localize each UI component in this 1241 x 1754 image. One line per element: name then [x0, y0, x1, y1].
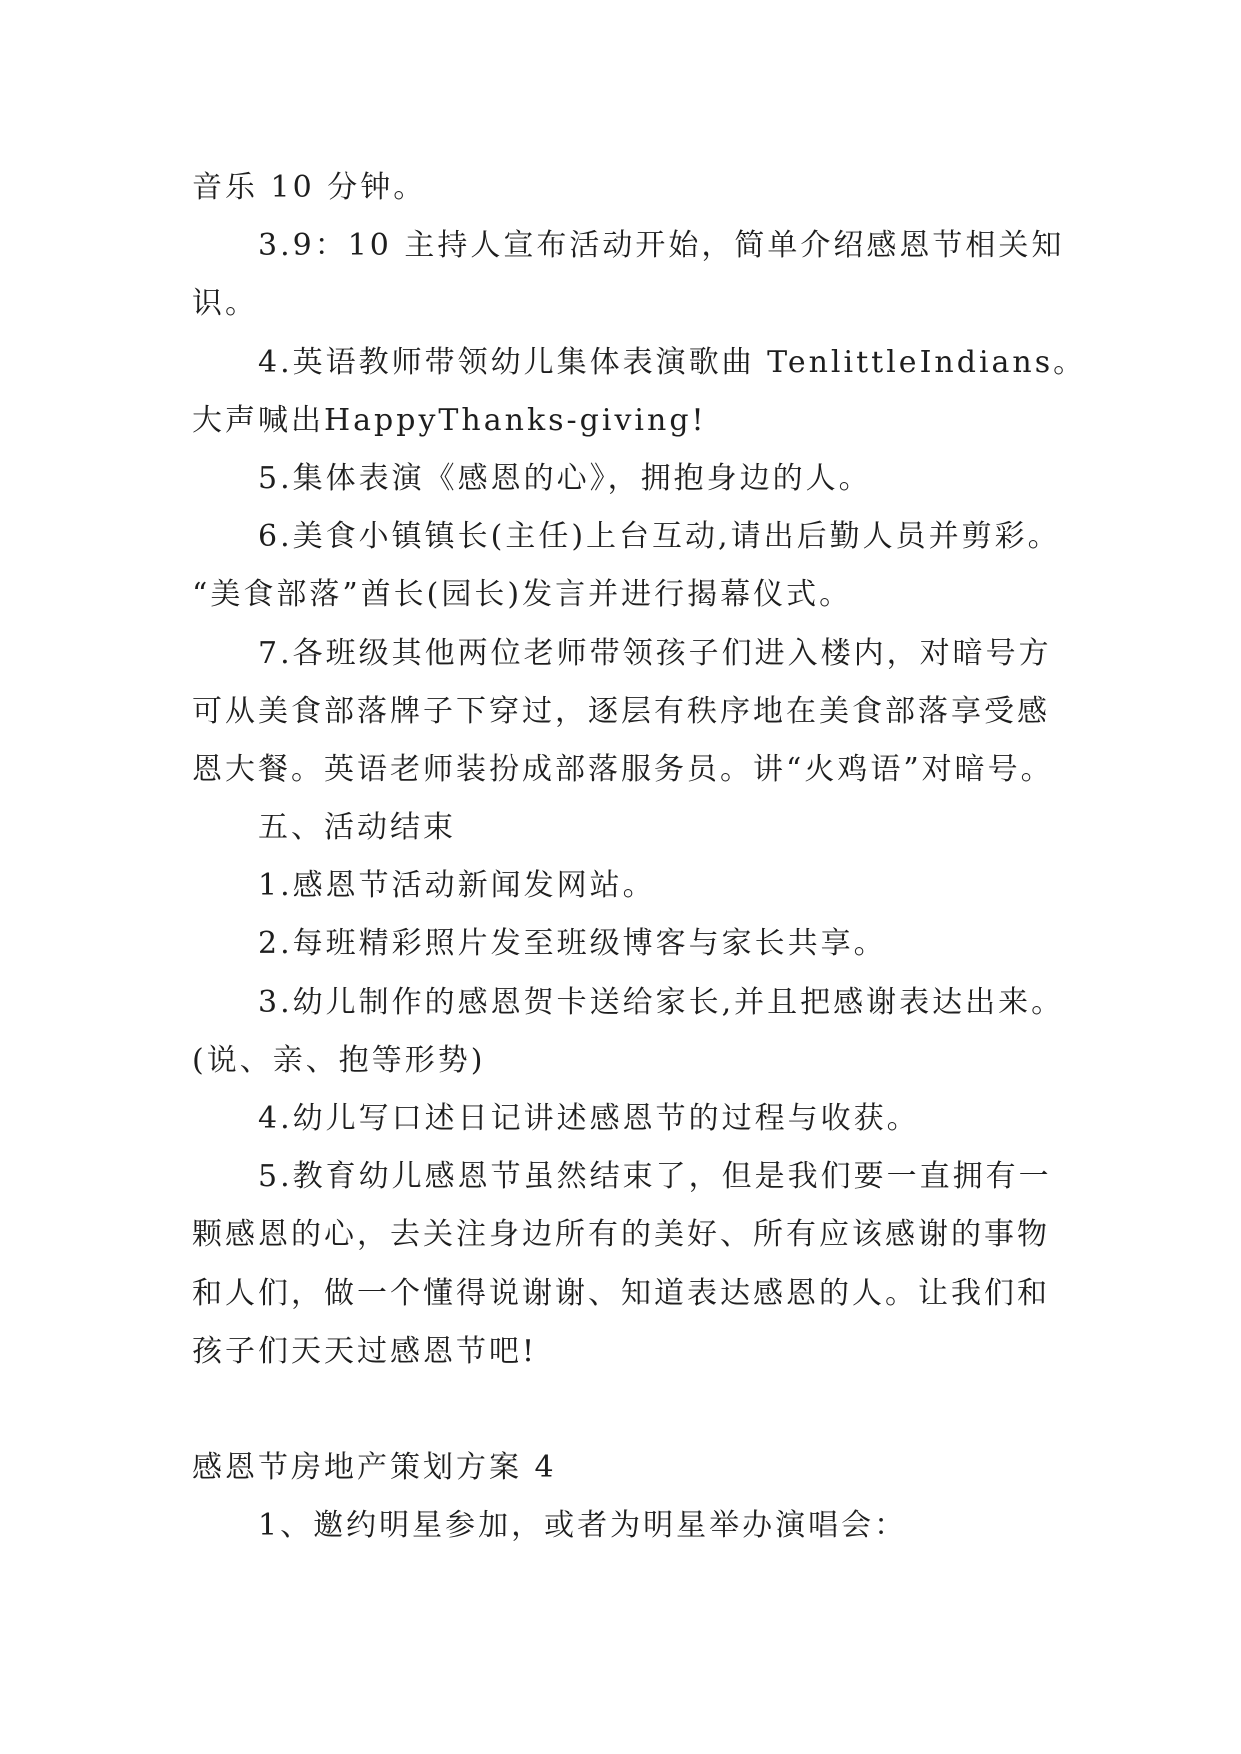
- document-body: [192, 159, 1092, 1556]
- paragraph-line: (说、亲、抱等形势): [192, 1042, 486, 1078]
- paragraph-line: 识。: [192, 286, 258, 322]
- section-title-text: 感恩节房地产策划方案 4: [192, 1450, 557, 1486]
- paragraph-line: 7.各班级其他两位老师带领孩子们进入楼内，对暗号方: [258, 635, 1052, 671]
- paragraph: [192, 625, 1092, 800]
- paragraph-line: 孩子们天天过感恩节吧!: [192, 1333, 538, 1369]
- paragraph: [192, 159, 1092, 217]
- paragraph-line: 4.英语教师带领幼儿集体表演歌曲 TenlittleIndians。: [258, 344, 1087, 380]
- subheading: [192, 799, 1092, 857]
- paragraph-line: 1、邀约明星参加，或者为明星举办演唱会：: [258, 1508, 908, 1544]
- paragraph: [192, 915, 1092, 973]
- subheading-text: 五、活动结束: [258, 810, 456, 846]
- paragraph-line: 和人们，做一个懂得说谢谢、知道表达感恩的人。让我们和: [192, 1275, 1050, 1311]
- paragraph-line: 3.9：10 主持人宣布活动开始，简单介绍感恩节相关知: [258, 228, 1065, 264]
- paragraph: [192, 508, 1092, 624]
- paragraph: [192, 857, 1092, 915]
- paragraph-line: 2.每班精彩照片发至班级博客与家长共享。: [258, 926, 887, 962]
- paragraph-line: 5.集体表演《感恩的心》，拥抱身边的人。: [258, 460, 872, 496]
- paragraph-line: 音乐 10 分钟。: [192, 170, 427, 205]
- paragraph-line: 大声喊出HappyThanks-giving!: [192, 402, 707, 438]
- paragraph-line: 5.教育幼儿感恩节虽然结束了，但是我们要一直拥有一: [258, 1159, 1052, 1195]
- paragraph: [192, 450, 1092, 508]
- paragraph: [192, 334, 1092, 450]
- paragraph-line: 3.幼儿制作的感恩贺卡送给家长,并且把感谢表达出来。: [258, 984, 1065, 1020]
- paragraph: [192, 1497, 1092, 1555]
- paragraph-line: “美食部落”酋长(园长)发言并进行揭幕仪式。: [192, 577, 853, 613]
- paragraph: [192, 217, 1092, 333]
- paragraph-line: 4.幼儿写口述日记讲述感恩节的过程与收获。: [258, 1101, 920, 1136]
- paragraph-line: 6.美食小镇镇长(主任)上台互动,请出后勤人员并剪彩。: [258, 519, 1061, 555]
- section-title: [192, 1439, 1092, 1497]
- paragraph-line: 1.感恩节活动新闻发网站。: [258, 868, 656, 904]
- paragraph: [192, 1090, 1092, 1148]
- paragraph-line: 可从美食部落牌子下穿过，逐层有秩序地在美食部落享受感: [192, 693, 1050, 729]
- paragraph: [192, 974, 1092, 1090]
- paragraph: [192, 1148, 1092, 1381]
- paragraph-line: 颗感恩的心，去关注身边所有的美好、所有应该感谢的事物: [192, 1217, 1050, 1253]
- paragraph-line: 恩大餐。英语老师装扮成部落服务员。讲“火鸡语”对暗号。: [192, 751, 1054, 787]
